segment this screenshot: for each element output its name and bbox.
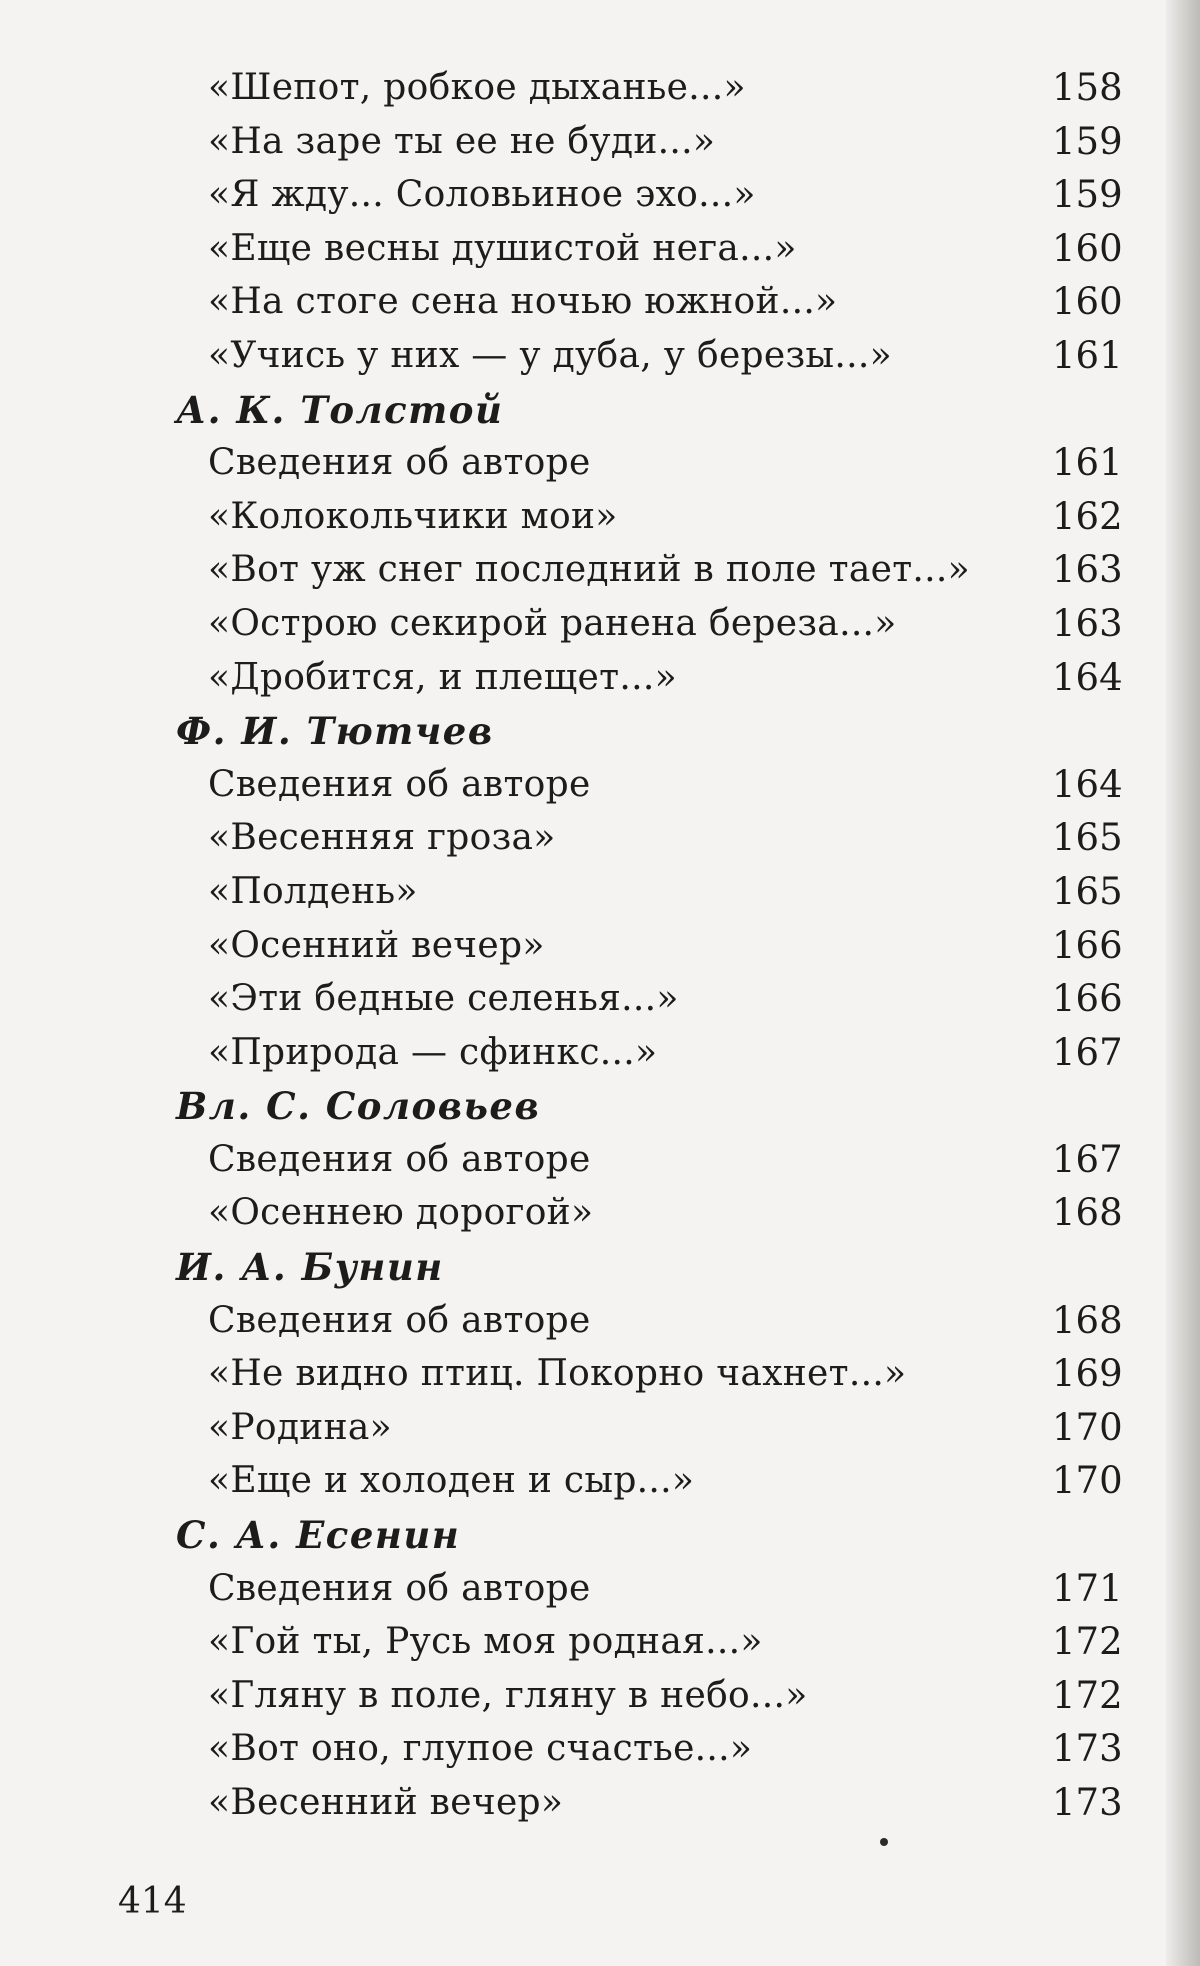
table-of-contents (0, 62, 1200, 1831)
entry-page-number: 172 (1052, 1620, 1123, 1664)
entry-page-number: 171 (1052, 1566, 1123, 1610)
toc-entry (0, 1563, 1200, 1617)
entry-title: «На заре ты ее не буди...» (208, 120, 716, 162)
entry-page-number: 162 (1052, 494, 1123, 538)
entry-title: «Осенний вечер» (208, 924, 545, 966)
author-name: И. А. Бунин (176, 1245, 444, 1290)
entry-title: «Я жду... Соловьиное эхо...» (208, 174, 756, 216)
toc-entry (0, 437, 1200, 491)
toc-entry (0, 1027, 1200, 1081)
toc-entry (0, 1670, 1200, 1724)
entry-title: «Острою секирой ранена береза...» (208, 602, 897, 644)
toc-entry (0, 812, 1200, 866)
entry-title: «Шепот, робкое дыханье...» (208, 67, 746, 108)
print-speck (880, 1838, 888, 1846)
entry-page-number: 165 (1052, 816, 1123, 860)
entry-title: «Не видно птиц. Покорно чахнет...» (208, 1353, 907, 1395)
entry-page-number: 170 (1052, 1459, 1123, 1503)
entry-title: «Гляну в поле, гляну в небо...» (208, 1674, 808, 1716)
entry-title: «Эти бедные селенья...» (208, 978, 679, 1020)
entry-title: «Весенний вечер» (208, 1782, 564, 1823)
author-heading (0, 1509, 1200, 1563)
toc-entry (0, 491, 1200, 545)
toc-entry (0, 62, 1200, 116)
entry-page-number: 173 (1052, 1781, 1123, 1824)
entry-page-number: 172 (1052, 1673, 1123, 1717)
toc-entry (0, 652, 1200, 706)
entry-title: «Дробится, и плещет...» (208, 656, 677, 698)
toc-entry (0, 866, 1200, 920)
toc-entry (0, 1777, 1200, 1831)
toc-entry (0, 1348, 1200, 1402)
entry-page-number: 173 (1052, 1727, 1123, 1771)
entry-title: «Еще и холоден и сыр...» (208, 1460, 695, 1502)
entry-page-number: 168 (1052, 1298, 1123, 1342)
entry-page-number: 163 (1052, 601, 1123, 645)
toc-entry (0, 116, 1200, 170)
entry-page-number: 164 (1052, 762, 1123, 806)
entry-page-number: 165 (1052, 869, 1123, 913)
entry-title: Сведения об авторе (208, 763, 591, 805)
entry-page-number: 169 (1052, 1352, 1123, 1396)
entry-title: «Еще весны душистой нега...» (208, 227, 797, 269)
entry-title: «Полдень» (208, 870, 418, 912)
entry-title: «Гой ты, Русь моя родная...» (208, 1621, 763, 1663)
entry-title: «Вот оно, глупое счастье...» (208, 1728, 753, 1770)
entry-page-number: 163 (1052, 548, 1123, 592)
entry-title: Сведения об авторе (208, 442, 591, 484)
entry-page-number: 167 (1052, 1137, 1123, 1181)
author-name: Ф. И. Тютчев (176, 709, 494, 754)
entry-page-number: 168 (1052, 1191, 1123, 1235)
entry-title: «Колокольчики мои» (208, 495, 618, 537)
entry-page-number: 170 (1052, 1405, 1123, 1449)
entry-page-number: 159 (1052, 173, 1123, 217)
author-name: Вл. С. Соловьев (176, 1084, 541, 1129)
toc-entry (0, 330, 1200, 384)
toc-entry (0, 1402, 1200, 1456)
author-heading (0, 705, 1200, 759)
entry-title: Сведения об авторе (208, 1567, 591, 1609)
author-heading (0, 1080, 1200, 1134)
author-heading (0, 1241, 1200, 1295)
entry-title: «Природа — сфинкс...» (208, 1031, 658, 1073)
toc-entry (0, 1295, 1200, 1349)
toc-entry (0, 169, 1200, 223)
toc-entry (0, 1616, 1200, 1670)
entry-page-number: 158 (1052, 66, 1123, 109)
entry-page-number: 160 (1052, 280, 1123, 324)
toc-entry (0, 920, 1200, 974)
entry-title: «Весенняя гроза» (208, 817, 556, 859)
toc-entry (0, 276, 1200, 330)
toc-entry (0, 223, 1200, 277)
toc-entry (0, 1134, 1200, 1188)
author-heading (0, 384, 1200, 438)
entry-title: «На стоге сена ночью южной...» (208, 281, 838, 323)
entry-title: «Вот уж снег последний в поле тает...» (208, 549, 970, 591)
toc-entry (0, 544, 1200, 598)
toc-entry (0, 1455, 1200, 1509)
entry-title: «Родина» (208, 1406, 392, 1448)
toc-entry (0, 973, 1200, 1027)
entry-title: «Учись у них — у дуба, у березы...» (208, 334, 892, 376)
entry-page-number: 161 (1052, 441, 1123, 485)
entry-title: Сведения об авторе (208, 1299, 591, 1341)
toc-entry (0, 598, 1200, 652)
entry-page-number: 159 (1052, 119, 1123, 163)
author-name: А. К. Толстой (176, 387, 504, 432)
toc-entry (0, 1723, 1200, 1777)
entry-page-number: 166 (1052, 923, 1123, 967)
entry-page-number: 164 (1052, 655, 1123, 699)
author-name: С. А. Есенин (176, 1513, 461, 1558)
entry-page-number: 167 (1052, 1030, 1123, 1074)
entry-title: Сведения об авторе (208, 1138, 591, 1180)
entry-page-number: 160 (1052, 226, 1123, 270)
entry-page-number: 161 (1052, 333, 1123, 377)
entry-title: «Осеннею дорогой» (208, 1192, 594, 1234)
toc-entry (0, 1187, 1200, 1241)
page-number: 414 (118, 1881, 187, 1922)
entry-page-number: 166 (1052, 977, 1123, 1021)
toc-entry (0, 759, 1200, 813)
